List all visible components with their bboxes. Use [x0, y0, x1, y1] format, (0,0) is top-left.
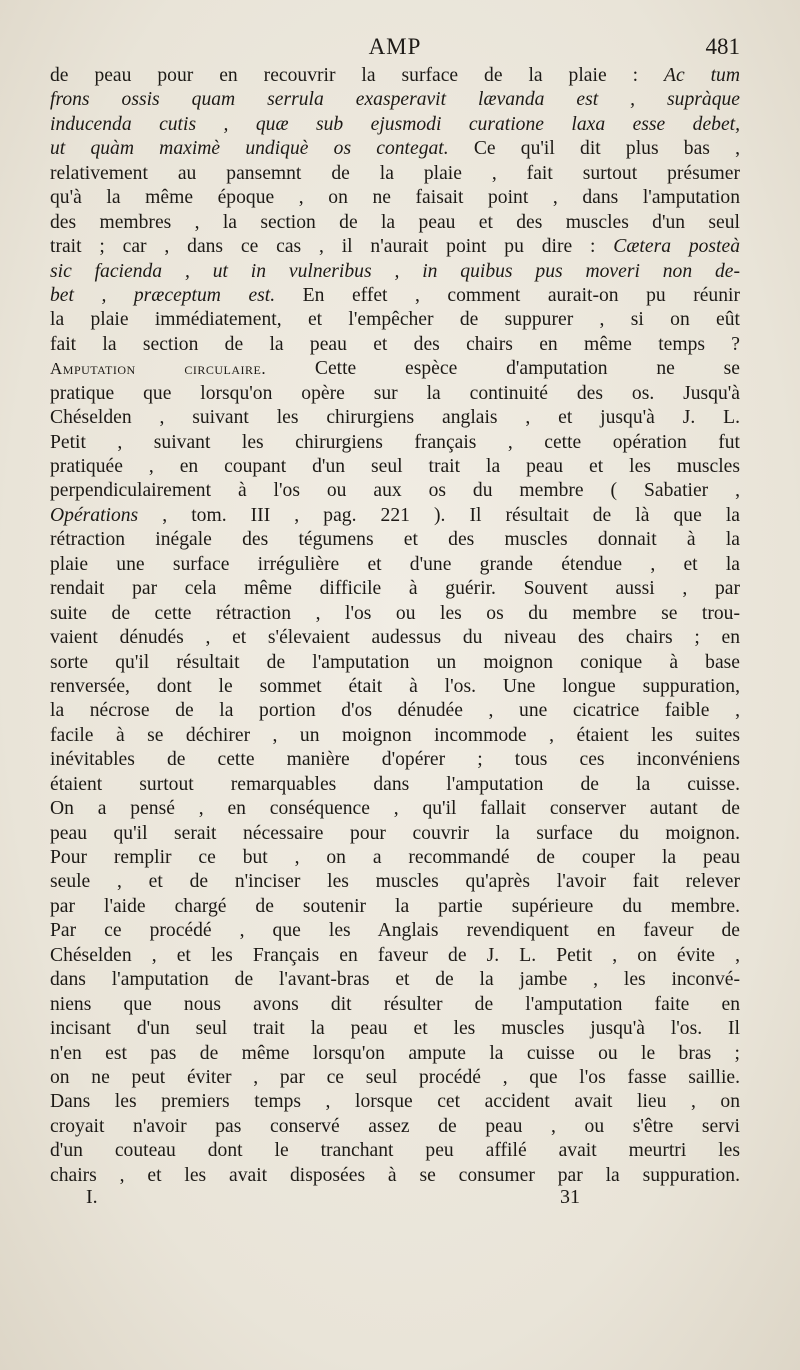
text-segment: suite de cette rétraction , l'os ou les os du membre se trou-: [50, 602, 740, 624]
text-segment: Chéselden , et les Français en faveur de J. L. Petit , on évite ,: [50, 944, 740, 966]
text-line: [50, 553, 740, 577]
text-line: [50, 186, 740, 210]
text-segment: relativement au pansemnt de la plaie , fait surtout présumer: [50, 162, 740, 184]
italic-text: bet , præceptum est.: [50, 284, 276, 306]
text-line: [50, 602, 740, 626]
text-line: [50, 64, 740, 88]
text-line: [50, 773, 740, 797]
page-number: 481: [705, 34, 740, 59]
text-line: [50, 1164, 740, 1188]
text-segment: croyait n'avoir pas conservé assez de peau , ou s'être servi: [50, 1115, 740, 1137]
text-segment: la nécrose de la portion d'os dénudée , une cicatrice faible ,: [50, 700, 740, 722]
text-segment: Pour remplir ce but , on a recommandé de couper la peau: [50, 847, 740, 868]
text-segment: pratique que lorsqu'on opère sur la continuité des os. Jusqu'à: [50, 382, 740, 404]
text-segment: En effet , comment aurait-on pu réunir: [275, 284, 740, 306]
text-segment: niens que nous avons dit résulter de l'amputation faite en: [50, 993, 740, 1015]
text-segment: étaient surtout remarquables dans l'amputation de la cuisse.: [50, 773, 740, 795]
italic-text: Opérations: [50, 504, 139, 526]
text-line: [50, 895, 740, 919]
text-line: [50, 968, 740, 992]
text-line: [50, 822, 740, 846]
page-header: [50, 34, 740, 64]
text-segment: trait ; car , dans ce cas , il n'aurait point pu dire :: [50, 236, 614, 258]
text-line: [50, 1139, 740, 1163]
page-footer: [50, 1186, 740, 1212]
text-line: [50, 431, 740, 455]
text-line: [50, 455, 740, 479]
text-line: [50, 235, 740, 259]
sheet-signature: 31: [560, 1186, 580, 1208]
text-segment: par l'aide chargé de soutenir la partie supérieure du membre.: [50, 895, 740, 917]
text-line: [50, 406, 740, 430]
text-line: [50, 357, 740, 381]
text-line: [50, 1066, 740, 1090]
text-line: [50, 284, 740, 308]
italic-text: inducenda cutis , quæ sub ejusmodi curatione laxa esse debet,: [50, 113, 740, 135]
text-line: [50, 748, 740, 772]
text-segment: chairs , et les avait disposées à se consumer par la suppuration.: [50, 1164, 740, 1186]
text-segment: la plaie immédiatement, et l'empêcher de suppurer , si on eût: [50, 309, 740, 331]
text-segment: qu'à la même époque , on ne faisait point , dans l'amputation: [50, 187, 740, 209]
text-line: [50, 724, 740, 748]
text-line: [50, 333, 740, 357]
text-segment: On a pensé , en conséquence , qu'il fallait conserver autant de: [50, 798, 740, 820]
text-segment: de peau pour en recouvrir la surface de la plaie :: [50, 65, 664, 86]
running-head: AMP: [368, 34, 422, 59]
text-segment: inévitables de cette manière d'opérer ; tous ces inconvéniens: [50, 749, 740, 771]
text-line: [50, 1115, 740, 1139]
text-segment: perpendiculairement à l'os ou aux os du membre ( Sabatier ,: [50, 480, 740, 502]
text-line: [50, 993, 740, 1017]
italic-text: Ac tum: [663, 65, 740, 86]
text-line: [50, 846, 740, 870]
text-line: [50, 162, 740, 186]
text-line: [50, 528, 740, 552]
section-heading: Amputation circulaire.: [50, 359, 267, 379]
text-line: [50, 211, 740, 235]
text-segment: des membres , la section de la peau et des muscles d'un seul: [50, 211, 740, 233]
text-segment: Par ce procédé , que les Anglais revendiquent en faveur de: [50, 920, 740, 942]
italic-text: Cætera posteà: [613, 236, 740, 258]
text-line: [50, 699, 740, 723]
text-line: [50, 88, 740, 112]
text-line: [50, 113, 740, 137]
text-line: [50, 577, 740, 601]
text-segment: on ne peut éviter , par ce seul procédé , que l'os fasse saillie.: [50, 1066, 740, 1088]
text-segment: pratiquée , en coupant d'un seul trait la peau et les muscles: [50, 456, 740, 477]
text-line: [50, 1090, 740, 1114]
text-line: [50, 1017, 740, 1041]
italic-text: frons ossis quam serrula exasperavit lævanda est , supràque: [50, 89, 740, 111]
text-line: [50, 675, 740, 699]
text-segment: Dans les premiers temps , lorsque cet accident avait lieu , on: [50, 1091, 740, 1113]
text-line: [50, 1042, 740, 1066]
text-segment: n'en est pas de même lorsqu'on ampute la cuisse ou le bras ;: [50, 1042, 740, 1064]
italic-text: sic facienda , ut in vulneribus , in quibus pus moveri non de-: [50, 260, 740, 282]
text-segment: seule , et de n'inciser les muscles qu'après l'avoir fait relever: [50, 871, 740, 893]
text-line: [50, 308, 740, 332]
text-line: [50, 137, 740, 161]
text-segment: peau qu'il serait nécessaire pour couvrir la surface du moignon.: [50, 822, 740, 844]
text-line: [50, 626, 740, 650]
text-line: [50, 651, 740, 675]
text-segment: sorte qu'il résultait de l'amputation un moignon conique à base: [50, 651, 740, 673]
text-segment: plaie une surface irrégulière et d'une grande étendue , et la: [50, 553, 740, 575]
text-segment: Petit , suivant les chirurgiens français , cette opération fut: [50, 431, 740, 453]
text-segment: Cette espèce d'amputation ne se: [266, 358, 740, 380]
text-line: [50, 797, 740, 821]
volume-signature: I.: [86, 1186, 98, 1208]
text-line: [50, 944, 740, 968]
text-segment: rétraction inégale des tégumens et des muscles donnait à la: [50, 529, 740, 551]
text-segment: rendait par cela même difficile à guérir. Souvent aussi , par: [50, 578, 740, 600]
text-segment: facile à se déchirer , un moignon incommode , étaient les suites: [50, 724, 740, 746]
text-segment: vaient dénudés , et s'élevaient audessus du niveau des chairs ; en: [50, 627, 740, 649]
text-segment: renversée, dont le sommet était à l'os. Une longue suppuration,: [50, 675, 740, 697]
text-segment: Ce qu'il dit plus bas ,: [448, 138, 740, 160]
italic-text: ut quàm maximè undiquè os contegat.: [50, 138, 449, 160]
text-line: [50, 504, 740, 528]
text-segment: d'un couteau dont le tranchant peu affilé avait meurtri les: [50, 1140, 740, 1162]
text-line: [50, 479, 740, 503]
text-segment: , tom. III , pag. 221 ). Il résultait de là que la: [138, 504, 740, 526]
text-segment: dans l'amputation de l'avant-bras et de la jambe , les inconvé-: [50, 969, 740, 991]
text-segment: Chéselden , suivant les chirurgiens anglais , et jusqu'à J. L.: [50, 407, 740, 429]
text-line: [50, 260, 740, 284]
body-text: [50, 64, 740, 1188]
text-line: [50, 382, 740, 406]
text-line: [50, 870, 740, 894]
text-segment: fait la section de la peau et des chairs en même temps ?: [50, 333, 740, 355]
text-line: [50, 919, 740, 943]
text-segment: incisant d'un seul trait la peau et les muscles jusqu'à l'os. Il: [50, 1018, 740, 1040]
